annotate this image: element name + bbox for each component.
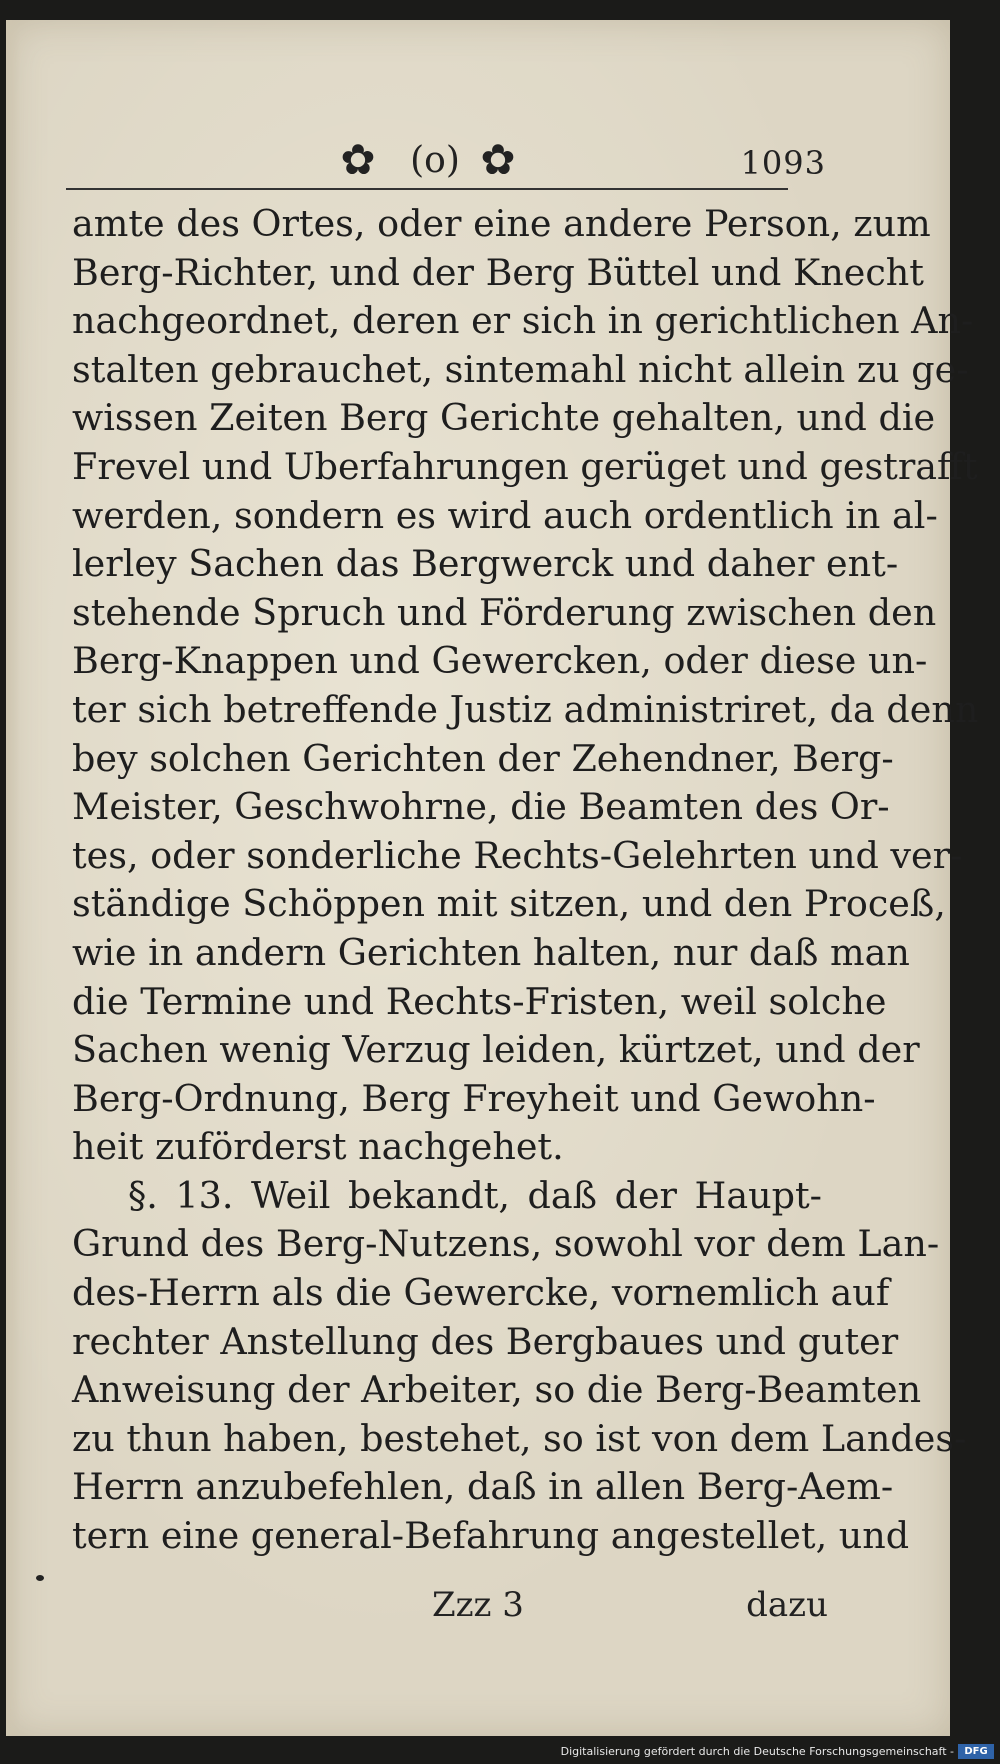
text-line: Berg-Richter, und der Berg Büttel und Knecht <box>72 250 924 294</box>
text-line: Frevel und Uberfahrungen gerüget und gestrafft <box>72 444 978 488</box>
page-number: 1093 <box>740 144 826 182</box>
page-edge-shadow <box>6 20 20 1736</box>
text-line: rechter Anstellung des Bergbaues und guter <box>72 1319 899 1363</box>
text-line: die Termine und Rechts-Fristen, weil solche <box>72 979 887 1023</box>
text-line: ter sich betreffende Justiz administriret, da denn <box>72 687 979 731</box>
signature-mark: Zzz 3 <box>432 1585 524 1625</box>
credit-bar <box>0 1736 1000 1764</box>
text-line: Berg-Knappen und Gewercken, oder diese un- <box>72 639 928 683</box>
page-footer <box>72 1585 828 1635</box>
paragraph-start-line: §. 13. Weil bekandt, daß der Haupt- <box>128 1173 822 1217</box>
text-line: wie in andern Gerichten halten, nur daß man <box>72 930 910 974</box>
text-line: werden, sondern es wird auch ordentlich in al- <box>72 493 938 537</box>
text-line: tern eine general-Befahrung angestellet, und <box>72 1514 910 1558</box>
text-line: des-Herrn als die Gewercke, vornemlich auf <box>72 1271 890 1315</box>
flower-ornament-icon: ✿ <box>480 135 516 184</box>
text-line: zu thun haben, bestehet, so ist von dem Landes- <box>72 1416 967 1460</box>
text-line: amte des Ortes, oder eine andere Person, zum <box>72 202 931 245</box>
text-line: lerley Sachen das Bergwerck und daher ent- <box>72 542 899 586</box>
text-line: Grund des Berg-Nutzens, sowohl vor dem Lan- <box>72 1222 940 1266</box>
text-line: ständige Schöppen mit sitzen, und den Proceß, <box>72 882 946 926</box>
body-text <box>72 200 979 1561</box>
text-line: tes, oder sonderliche Rechts-Gelehrten und ver- <box>72 833 963 877</box>
text-line: stalten gebrauchet, sintemahl nicht allein zu ge- <box>72 347 969 391</box>
text-line: stehende Spruch und Förderung zwischen den <box>72 590 937 634</box>
ink-spot <box>36 1575 44 1581</box>
text-line: nachgeordnet, deren er sich in gerichtlichen An- <box>72 299 974 343</box>
text-line: Meister, Geschwohrne, die Beamten des Or- <box>72 785 890 829</box>
text-line: bey solchen Gerichten der Zehendner, Berg- <box>72 736 894 780</box>
text-line: Herrn anzubefehlen, daß in allen Berg-Aem- <box>72 1465 894 1509</box>
text-line: wissen Zeiten Berg Gerichte gehalten, und die <box>72 396 936 440</box>
header-mark: (o) <box>410 140 460 181</box>
page-header <box>66 132 826 192</box>
dfg-logo-icon: DFG <box>958 1744 994 1759</box>
text-line: Berg-Ordnung, Berg Freyheit und Gewohn- <box>72 1076 876 1120</box>
catchword: dazu <box>746 1585 828 1625</box>
text-line: heit zuförderst nachgehet. <box>72 1125 564 1169</box>
header-rule <box>66 188 788 190</box>
credit-text: Digitalisierung gefördert durch die Deutsche Forschungsgemeinschaft - <box>560 1745 954 1758</box>
book-page <box>6 20 979 1736</box>
text-line: Sachen wenig Verzug leiden, kürtzet, und der <box>72 1028 920 1072</box>
text-line: Anweisung der Arbeiter, so die Berg-Beamten <box>72 1368 922 1412</box>
flower-ornament-icon: ✿ <box>340 135 376 184</box>
